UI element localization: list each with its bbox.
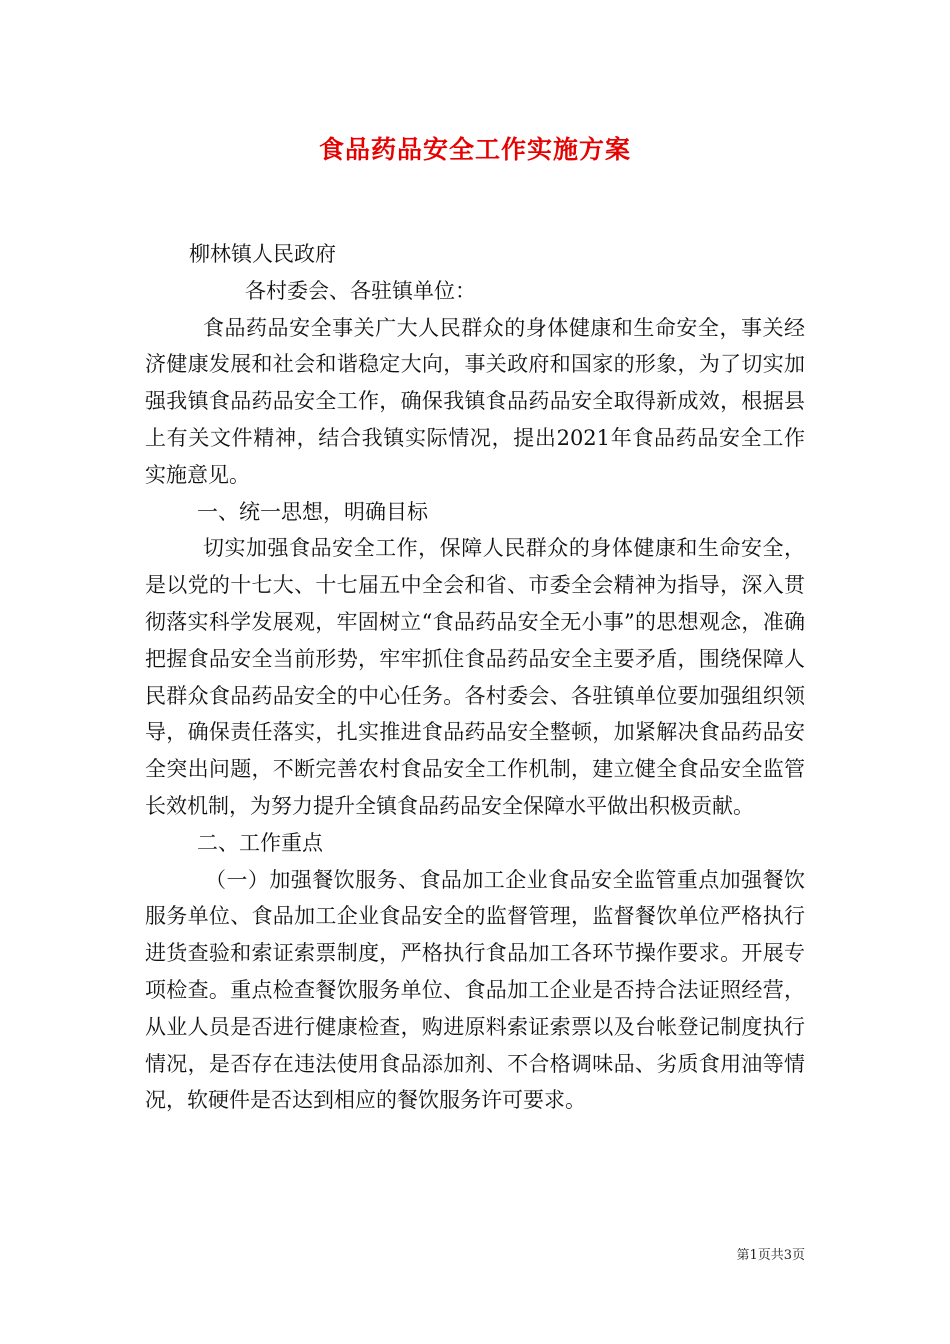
section-heading-1: 一、统一思想，明确目标 bbox=[197, 499, 428, 524]
document-body bbox=[145, 236, 805, 1119]
sender-line: 柳林镇人民政府 bbox=[189, 242, 336, 266]
intro-paragraph: 食品药品安全事关广大人民群众的身体健康和生命安全，事关经济健康发展和社会和谐稳定大向，事关政府和国家的形象，为了切实加强我镇食品药品安全工作，确保我镇食品药品安全取得新成效，根据县上有关文件精神，结合我镇实际情况，提出2021年食品药品安全工作实施意见。 bbox=[145, 315, 805, 487]
section-heading-2: 二、工作重点 bbox=[197, 830, 323, 855]
section-paragraph-1: 切实加强食品安全工作，保障人民群众的身体健康和生命安全，是以党的十七大、十七届五中全会和省、市委全会精神为指导，深入贯彻落实科学发展观，牢固树立“食品药品安全无小事”的思想观念，准确把握食品安全当前形势，牢牢抓住食品药品安全主要矛盾，围绕保障人民群众食品药品安全的中心任务。各村委会、各驻镇单位要加强组织领导，确保责任落实，扎实推进食品药品安全整顿，加紧解决食品药品安全突出问题，不断完善农村食品安全工作机制，建立健全食品安全监管长效机制，为努力提升全镇食品药品安全保障水平做出积极贡献。 bbox=[145, 536, 805, 818]
recipient-line: 各村委会、各驻镇单位： bbox=[245, 278, 476, 303]
page-indicator: 第1页共3页 bbox=[736, 1248, 805, 1263]
document-title: 食品药品安全工作实施方案 bbox=[318, 135, 631, 164]
section-paragraph-2: （一）加强餐饮服务、食品加工企业食品安全监管重点加强餐饮服务单位、食品加工企业食品安全的监督管理，监督餐饮单位严格执行进货查验和索证索票制度，严格执行食品加工各环节操作要求。开展专项检查。重点检查餐饮服务单位、食品加工企业是否持合法证照经营，从业人员是否进行健康检查，购进原料索证索票以及台帐登记制度执行情况，是否存在违法使用食品添加剂、不合格调味品、劣质食用油等情况，软硬件是否达到相应的餐饮服务许可要求。 bbox=[145, 867, 805, 1113]
